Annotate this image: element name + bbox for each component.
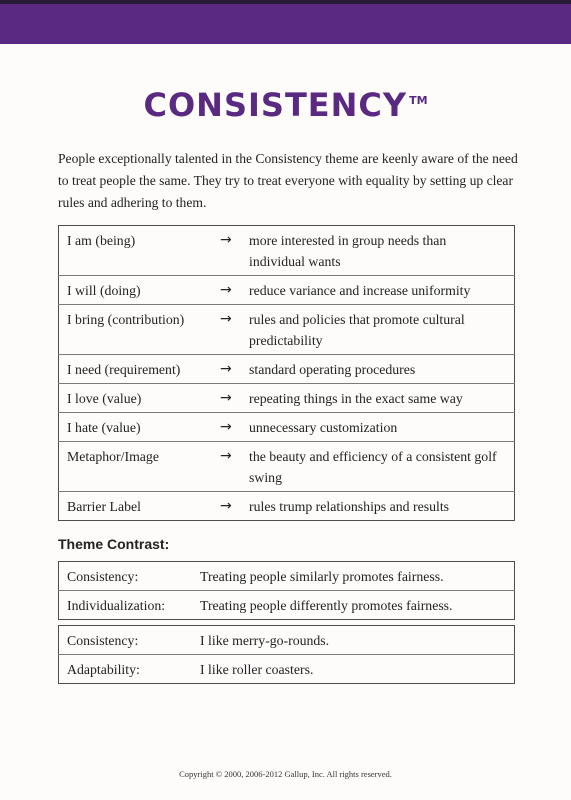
contrast-text: I like roller coasters. [200,655,515,684]
table-row [59,626,515,655]
theme-contrast-heading: Theme Contrast: [58,536,170,552]
header-bar [0,0,571,44]
arrow-icon: → [220,413,249,442]
traits-table [58,225,515,521]
arrow-icon: → [220,276,249,305]
contrast-theme: Consistency: [59,562,201,591]
trait-label: I will (doing) [59,276,221,305]
table-row [59,226,515,276]
trait-label: Barrier Label [59,492,221,521]
trait-value: the beauty and efficiency of a consistent golf swing [249,442,515,492]
trait-value: standard operating procedures [249,355,515,384]
contrast-text: Treating people differently promotes fairness. [200,591,515,620]
arrow-icon: → [220,305,249,355]
trait-label: I bring (contribution) [59,305,221,355]
trait-value: rules trump relationships and results [249,492,515,521]
trait-label: I love (value) [59,384,221,413]
table-row [59,562,515,591]
contrast-text: Treating people similarly promotes fairness. [200,562,515,591]
trait-label: I hate (value) [59,413,221,442]
table-row [59,442,515,492]
contrast-table-1 [58,561,515,620]
trait-value: repeating things in the exact same way [249,384,515,413]
table-row [59,355,515,384]
trademark-mark: TM [409,94,428,108]
contrast-text: I like merry-go-rounds. [200,626,515,655]
trait-label: Metaphor/Image [59,442,221,492]
trait-label: I am (being) [59,226,221,276]
table-row [59,591,515,620]
title-text: CONSISTENCY [143,86,408,124]
contrast-theme: Individualization: [59,591,201,620]
intro-paragraph: People exceptionally talented in the Consistency theme are keenly aware of the need to treat people the same. They try to treat everyone with equality by setting up clear rules and adhering to them. [58,151,518,210]
table-row [59,655,515,684]
table-row [59,492,515,521]
arrow-icon: → [220,355,249,384]
page-title [0,86,571,124]
contrast-theme: Adaptability: [59,655,201,684]
arrow-icon: → [220,226,249,276]
table-row [59,276,515,305]
table-row [59,384,515,413]
trait-value: reduce variance and increase uniformity [249,276,515,305]
trait-label: I need (requirement) [59,355,221,384]
trait-value: unnecessary customization [249,413,515,442]
arrow-icon: → [220,384,249,413]
contrast-table-2 [58,625,515,684]
table-row [59,413,515,442]
arrow-icon: → [220,492,249,521]
table-row [59,305,515,355]
trait-value: more interested in group needs than individual wants [249,226,515,276]
trait-value: rules and policies that promote cultural predictability [249,305,515,355]
arrow-icon: → [220,442,249,492]
contrast-theme: Consistency: [59,626,201,655]
header-strip [0,0,571,4]
copyright-footer: Copyright © 2000, 2006-2012 Gallup, Inc. All rights reserved. [179,769,392,779]
